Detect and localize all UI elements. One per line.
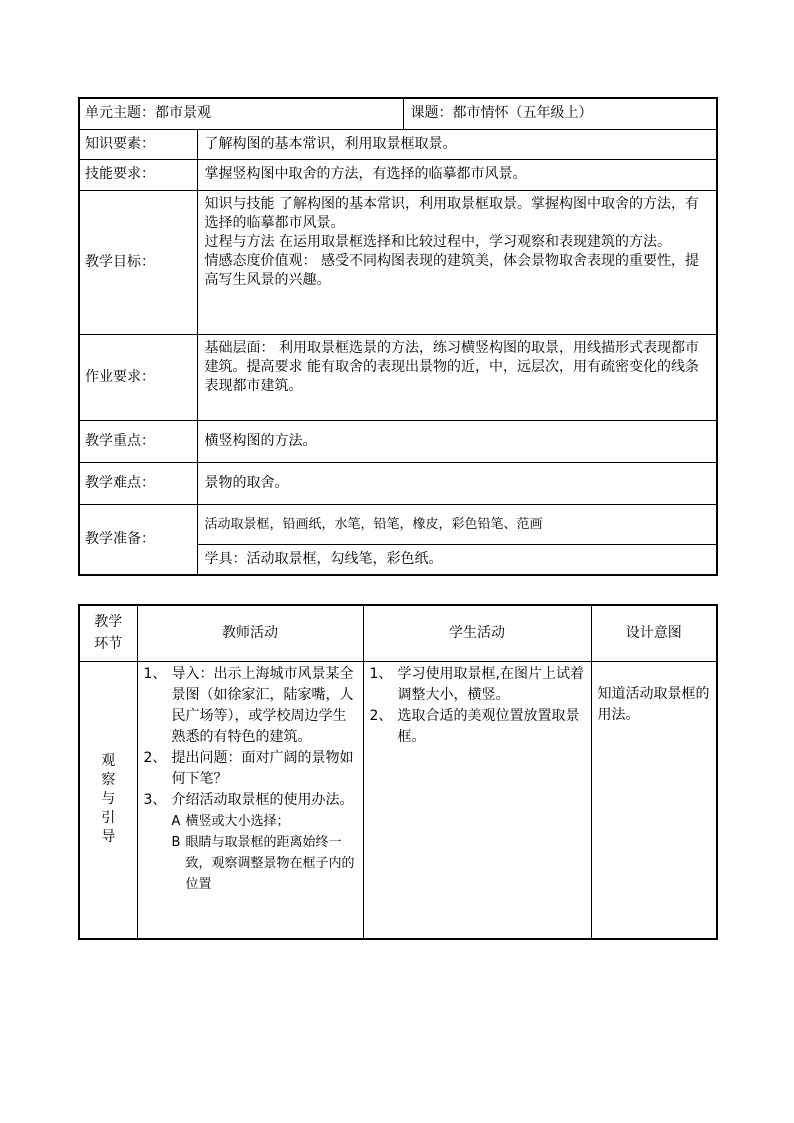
homework-value: 基础层面： 利用取景框选景的方法，练习横竖构图的取景，用线描形式表现都市建筑。提高要求 能有取舍的表现出景物的近，中，远层次，用有疏密变化的线条表现都市建筑。 — [197, 334, 717, 420]
knowledge-label: 知识要素： — [79, 129, 197, 159]
teacher-item — [144, 664, 359, 748]
goals-emotion-line: 情感态度价值观： 感受不同构图表现的建筑美，体会景物取舍表现的重要性，提高写生风景的兴趣。 — [204, 252, 699, 288]
student-activity-cell — [363, 661, 591, 939]
goals-process-line: 过程与方法 在运用取景框选择和比较过程中，学习观察和表现建筑的方法。 — [204, 233, 671, 250]
student-item-num: 2、 — [369, 707, 393, 724]
teacher-subitem — [144, 832, 359, 895]
teacher-item-text: 介绍活动取景框的使用办法。 — [171, 791, 354, 808]
header-intent: 设计意图 — [591, 605, 717, 661]
teacher-subitem-num: A — [171, 813, 181, 829]
stage-text: 观察与引导 — [101, 753, 116, 846]
prep-student-value: 学具：活动取景框，勾线笔，彩色纸。 — [197, 544, 717, 575]
skill-value: 掌握竖构图中取舍的方法，有选择的临摹都市风景。 — [197, 159, 717, 190]
unit-label: 单元主题： — [85, 105, 155, 122]
activity-header-row — [79, 605, 717, 661]
lesson-cell — [403, 98, 717, 129]
difficulty-label: 教学难点： — [79, 462, 197, 504]
goals-row — [79, 190, 717, 334]
teacher-activity-cell — [137, 661, 363, 939]
header-stage-text: 教学环节 — [94, 614, 123, 653]
lesson-label: 课题： — [410, 105, 453, 122]
skill-row — [79, 159, 717, 190]
knowledge-value: 了解构图的基本常识，利用取景框取景。 — [197, 129, 717, 159]
teacher-item-text: 提出问题：面对广阔的景物如何下笔？ — [171, 749, 354, 787]
teacher-subitem — [144, 811, 359, 832]
header-teacher: 教师活动 — [137, 605, 363, 661]
homework-row — [79, 334, 717, 420]
unit-cell — [79, 98, 403, 129]
skill-label: 技能要求： — [79, 159, 197, 190]
prep-row-teacher — [79, 504, 717, 544]
goals-label: 教学目标： — [79, 190, 197, 334]
prep-label: 教学准备： — [79, 504, 197, 575]
teacher-item — [144, 748, 359, 790]
teacher-subitem-text: 横竖或大小选择； — [185, 813, 290, 829]
homework-label: 作业要求： — [79, 334, 197, 420]
teacher-item-text: 导入：出示上海城市风景某全景图（如徐家汇，陆家嘴，人民广场等），或学校周边学生熟悉的有特色的建筑。 — [171, 665, 354, 745]
goals-value — [197, 190, 717, 334]
difficulty-value: 景物的取舍。 — [197, 462, 717, 504]
stage-cell — [79, 661, 137, 939]
unit-row — [79, 98, 717, 129]
teacher-item — [144, 790, 359, 811]
student-item-text: 学习使用取景框,在图片上试着调整大小，横竖。 — [397, 665, 584, 703]
student-item-num: 1、 — [369, 665, 393, 682]
activity-table — [78, 604, 718, 940]
student-item — [370, 706, 587, 748]
prep-teacher-value: 活动取景框，铅画纸，水笔，铅笔，橡皮，彩色铅笔、范画 — [197, 504, 717, 544]
focus-label: 教学重点： — [79, 420, 197, 462]
activity-row — [79, 661, 717, 939]
teacher-subitem-num: B — [171, 834, 181, 850]
lesson-info-table — [78, 97, 718, 576]
header-stage — [79, 605, 137, 661]
teacher-item-num: 2、 — [143, 749, 167, 766]
goals-knowledge-line: 知识与技能 了解构图的基本常识，利用取景框取景。掌握构图中取舍的方法，有选择的临摹都市风景。 — [204, 195, 699, 231]
teacher-subitem-text: 眼睛与取景框的距离始终一致，观察调整景物在框子内的位置 — [185, 834, 355, 892]
teacher-item-num: 1、 — [143, 665, 167, 682]
student-item — [370, 664, 587, 706]
student-item-text: 选取合适的美观位置放置取景框。 — [397, 707, 580, 745]
header-student: 学生活动 — [363, 605, 591, 661]
lesson-value: 都市情怀（五年级上） — [452, 105, 593, 122]
teacher-item-num: 3、 — [143, 791, 167, 808]
intent-cell: 知道活动取景框的用法。 — [591, 661, 717, 939]
focus-value: 横竖构图的方法。 — [197, 420, 717, 462]
knowledge-row — [79, 129, 717, 159]
focus-row — [79, 420, 717, 462]
difficulty-row — [79, 462, 717, 504]
unit-value: 都市景观 — [155, 105, 211, 122]
